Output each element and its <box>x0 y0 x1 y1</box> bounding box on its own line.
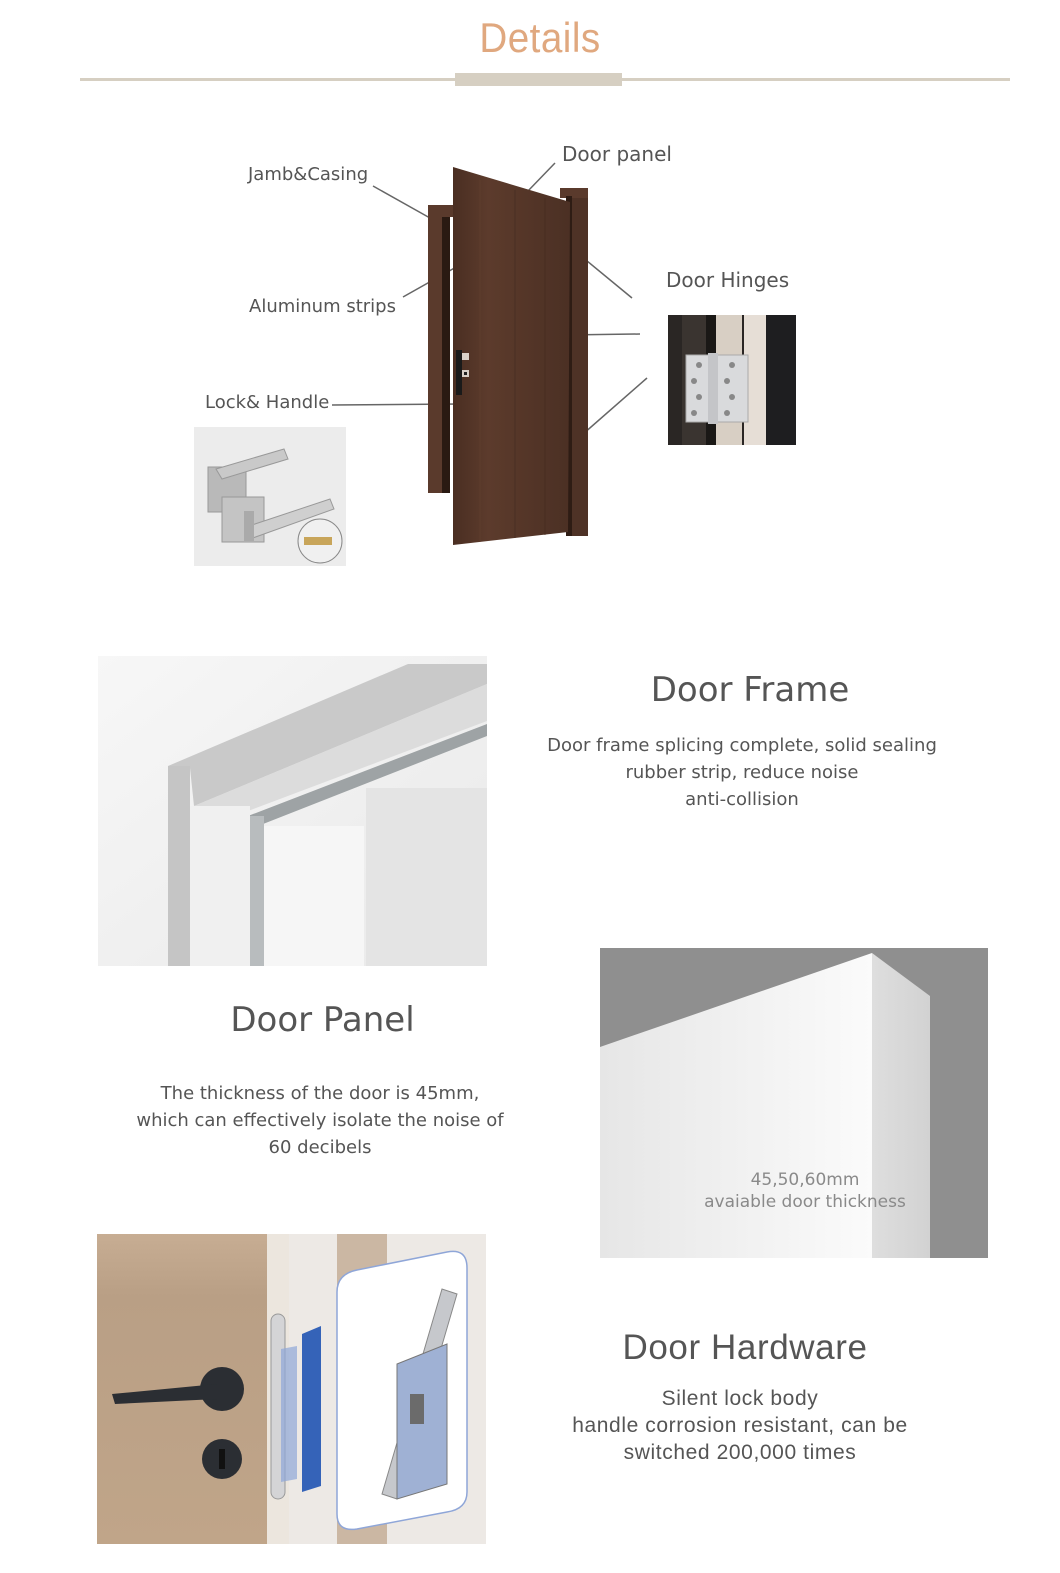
door-panel-title: Door Panel <box>230 1000 415 1040</box>
door-frame-title: Door Frame <box>650 670 850 710</box>
door-hardware-title: Door Hardware <box>622 1328 868 1367</box>
thickness-caption: 45,50,60mm avaiable door thickness <box>704 1170 906 1212</box>
label-jamb-casing: Jamb&Casing <box>248 164 369 185</box>
label-door-hinges: Door Hinges <box>666 268 790 292</box>
door-hardware-image <box>97 1234 486 1544</box>
page-title: Details <box>479 14 601 61</box>
label-door-panel: Door panel <box>562 142 672 166</box>
door-frame-image <box>98 656 487 966</box>
label-aluminum-strips: Aluminum strips <box>249 296 396 317</box>
label-lock-handle: Lock& Handle <box>205 392 330 413</box>
door-panel-description: The thickness of the door is 45mm, which can effectively isolate the noise of 60 decibels <box>136 1083 504 1158</box>
door-hardware-description: Silent lock body handle corrosion resistant, can be switched 200,000 times <box>572 1387 908 1464</box>
lock-handle-image <box>194 427 346 566</box>
door-frame-description: Door frame splicing complete, solid sealing rubber strip, reduce noise anti-collision <box>547 735 937 810</box>
door-illustration <box>420 160 600 550</box>
door-hinges-image <box>668 315 796 445</box>
